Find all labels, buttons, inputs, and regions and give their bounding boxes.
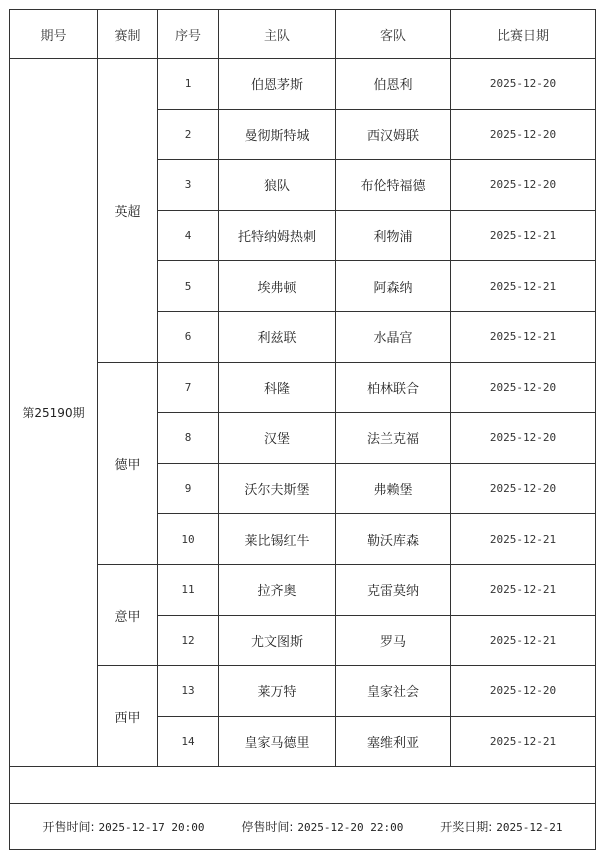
away-team: 西汉姆联 [336,109,451,160]
footer-cell [10,804,596,850]
league-name: 德甲 [98,362,158,564]
away-team: 柏林联合 [336,362,451,413]
home-team: 尤文图斯 [219,615,336,666]
draw-date-label: 开奖日期: [440,820,493,835]
match-date: 2025-12-20 [451,463,596,514]
match-index: 12 [158,615,219,666]
sale-start-label: 开售时间: [42,820,95,835]
away-team: 阿森纳 [336,261,451,312]
home-team: 汉堡 [219,413,336,464]
match-index: 8 [158,413,219,464]
match-index: 11 [158,564,219,615]
away-team: 利物浦 [336,210,451,261]
away-team: 伯恩利 [336,59,451,110]
away-team: 塞维利亚 [336,716,451,767]
match-date: 2025-12-20 [451,160,596,211]
table-row [10,362,596,413]
footer-row [10,804,596,850]
league-name: 意甲 [98,564,158,665]
home-team: 拉齐奥 [219,564,336,615]
away-team: 罗马 [336,615,451,666]
sale-end-value: 2025-12-20 22:00 [297,821,404,835]
match-date: 2025-12-20 [451,362,596,413]
home-team: 曼彻斯特城 [219,109,336,160]
match-date: 2025-12-20 [451,413,596,464]
table-row [10,59,596,110]
match-index: 13 [158,666,219,717]
match-date: 2025-12-20 [451,59,596,110]
match-body [10,59,596,767]
home-team: 皇家马德里 [219,716,336,767]
away-team: 克雷莫纳 [336,564,451,615]
match-index: 4 [158,210,219,261]
match-date: 2025-12-21 [451,210,596,261]
match-date: 2025-12-21 [451,564,596,615]
away-team: 皇家社会 [336,666,451,717]
match-date: 2025-12-21 [451,514,596,565]
home-team: 莱万特 [219,666,336,717]
header-league: 赛制 [98,10,158,59]
home-team: 托特纳姆热刺 [219,210,336,261]
match-index: 9 [158,463,219,514]
match-date: 2025-12-21 [451,311,596,362]
home-team: 莱比锡红牛 [219,514,336,565]
table-row [10,666,596,717]
blank-row [10,767,596,804]
sale-end-label: 停售时间: [241,820,294,835]
header-issue: 期号 [10,10,98,59]
home-team: 沃尔夫斯堡 [219,463,336,514]
match-date: 2025-12-21 [451,615,596,666]
away-team: 弗赖堡 [336,463,451,514]
match-index: 1 [158,59,219,110]
header-away: 客队 [336,10,451,59]
home-team: 利兹联 [219,311,336,362]
draw-date-value: 2025-12-21 [496,821,563,835]
match-date: 2025-12-20 [451,109,596,160]
away-team: 勒沃库森 [336,514,451,565]
match-index: 5 [158,261,219,312]
match-date: 2025-12-21 [451,716,596,767]
league-name: 英超 [98,59,158,363]
away-team: 布伦特福德 [336,160,451,211]
match-index: 7 [158,362,219,413]
match-schedule-table [9,9,596,850]
match-index: 14 [158,716,219,767]
match-index: 2 [158,109,219,160]
header-row [10,10,596,59]
match-index: 6 [158,311,219,362]
header-home: 主队 [219,10,336,59]
away-team: 水晶宫 [336,311,451,362]
match-index: 10 [158,514,219,565]
home-team: 埃弗顿 [219,261,336,312]
league-name: 西甲 [98,666,158,767]
draw-date [440,818,562,835]
header-index: 序号 [158,10,219,59]
match-index: 3 [158,160,219,211]
home-team: 科隆 [219,362,336,413]
issue-number: 第25190期 [10,59,98,767]
blank-cell [10,767,596,804]
sale-start-value: 2025-12-17 20:00 [98,821,205,835]
sale-end [241,818,403,835]
home-team: 狼队 [219,160,336,211]
home-team: 伯恩茅斯 [219,59,336,110]
away-team: 法兰克福 [336,413,451,464]
match-date: 2025-12-20 [451,666,596,717]
header-date: 比赛日期 [451,10,596,59]
sale-start [42,818,204,835]
table-row [10,564,596,615]
match-date: 2025-12-21 [451,261,596,312]
